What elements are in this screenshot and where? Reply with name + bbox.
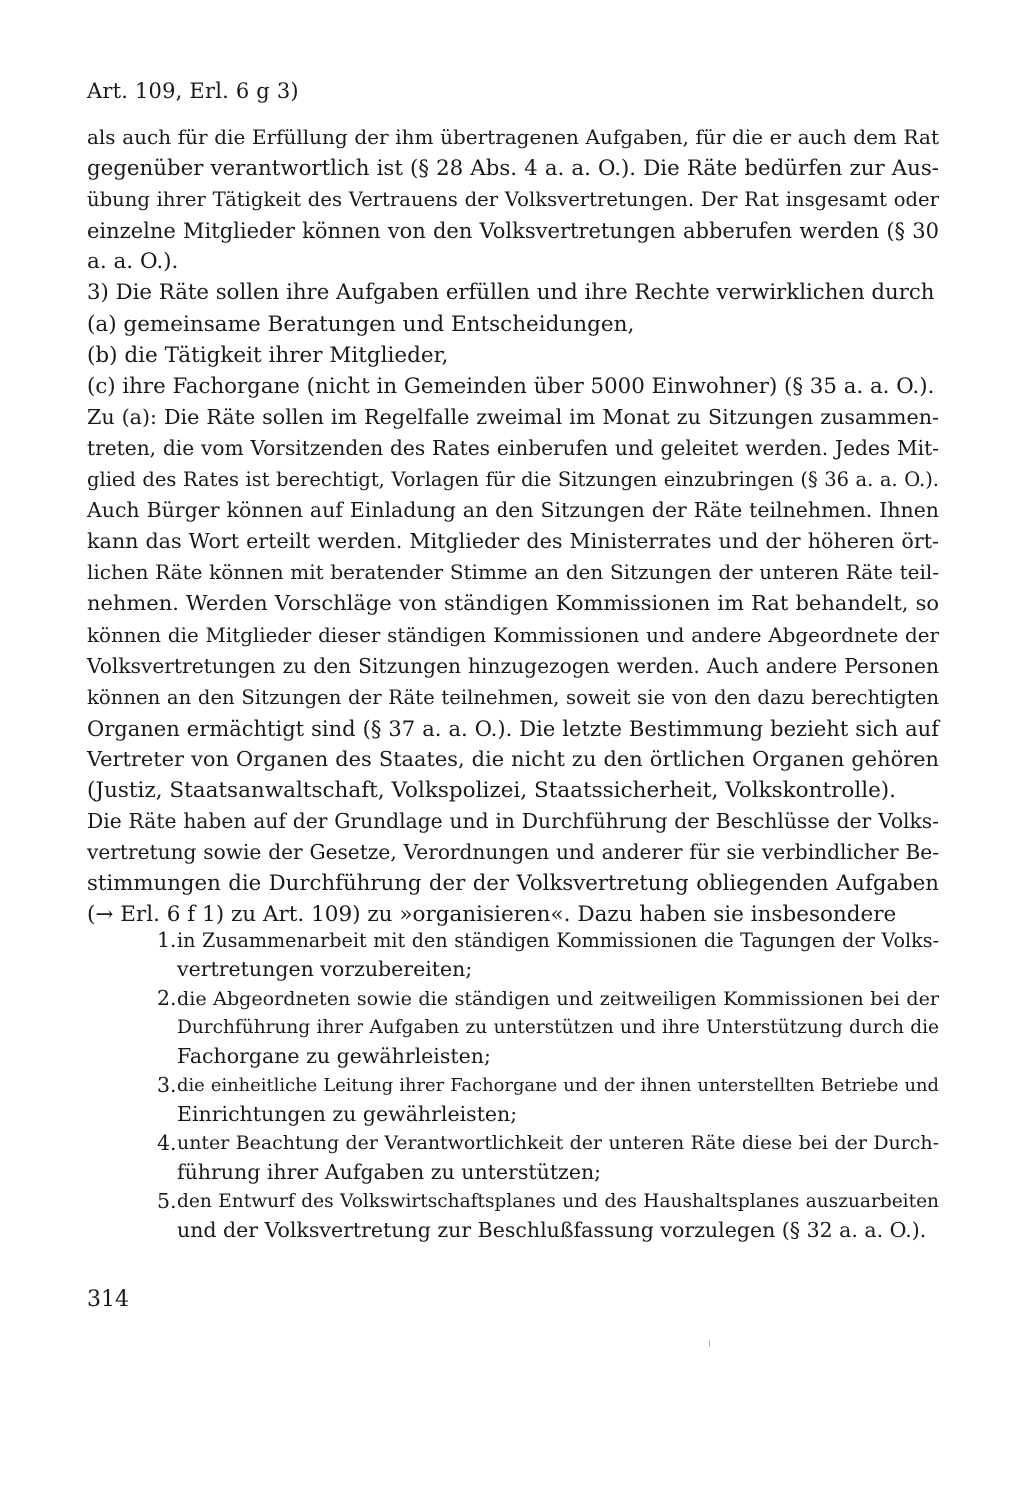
list-item (157, 926, 939, 984)
numbered-list (157, 926, 939, 1245)
text-line: kann das Wort erteilt werden. Mitglieder des Ministerrates und der höheren ört- (87, 529, 939, 554)
list-item-number: 4. (157, 1131, 177, 1155)
text-line: können die Mitglieder dieser ständigen Kommissionen und andere Abgeordnete der (87, 623, 939, 647)
text-line: 3) Die Räte sollen ihre Aufgaben erfüllen und ihre Rechte verwirklichen durch (87, 280, 935, 306)
list-item-line: Fachorgane zu gewährleisten; (177, 1044, 491, 1068)
text-line: Volksvertretungen zu den Sitzungen hinzugezogen werden. Auch andere Personen (87, 653, 939, 678)
list-item-line: in Zusammenarbeit mit den ständigen Kommissionen die Tagungen der Volks- (177, 929, 939, 952)
list-item-line: den Entwurf des Volkswirtschaftsplanes und des Haushaltsplanes auszuarbeiten (177, 1191, 939, 1212)
page-number: 314 (87, 1287, 129, 1312)
list-item-number: 5. (157, 1189, 177, 1213)
list-item-line: und der Volksvertretung zur Beschlußfassung vorzulegen (§ 32 a. a. O.). (177, 1218, 927, 1242)
list-item-line: führung ihrer Aufgaben zu unterstützen; (177, 1160, 602, 1184)
list-item-number: 2. (157, 986, 177, 1010)
text-line: können an den Sitzungen der Räte teilnehmen, soweit sie von den dazu berechtigten (87, 685, 939, 709)
list-item-line: die einheitliche Leitung ihrer Fachorgane und der ihnen unterstellten Betriebe und (177, 1075, 939, 1096)
text-line: Vertreter von Organen des Staates, die nicht zu den örtlichen Organen gehören (87, 746, 939, 771)
list-item-line: die Abgeordneten sowie die ständigen und zeitweiligen Kommissionen bei der (177, 987, 939, 1010)
text-line: glied des Rates ist berechtigt, Vorlagen für die Sitzungen einzubringen (§ 36 a. a. O.). (87, 468, 939, 492)
text-line: übung ihrer Tätigkeit des Vertrauens der Volksvertretungen. Der Rat insgesamt oder (87, 188, 939, 212)
text-line: vertretung sowie der Gesetze, Verordnungen und anderer für sie verbindlicher Be- (87, 840, 939, 865)
text-line: Auch Bürger können auf Einladung an den Sitzungen der Räte teilnehmen. Ihnen (87, 498, 939, 523)
list-item (157, 1129, 939, 1187)
text-line: treten, die vom Vorsitzenden des Rates einberufen und geleitet werden. Jedes Mit- (87, 435, 939, 460)
text-line: (c) ihre Fachorgane (nicht in Gemeinden über 5000 Einwohner) (§ 35 a. a. O.). (87, 373, 935, 399)
text-line: (b) die Tätigkeit ihrer Mitglieder, (87, 342, 449, 368)
list-item-line: Einrichtungen zu gewährleisten; (177, 1102, 518, 1126)
list-item-number: 1. (157, 928, 177, 952)
text-line: Die Räte haben auf der Grundlage und in Durchführung der Beschlüsse der Volks- (87, 809, 939, 834)
body-text (87, 122, 939, 930)
list-item (157, 1071, 939, 1129)
text-line: als auch für die Erfüllung der ihm übertragenen Aufgaben, für die er auch dem Rat (87, 125, 939, 149)
list-item (157, 1187, 939, 1245)
scan-artifact-mark (709, 1340, 710, 1347)
list-item-number: 3. (157, 1073, 177, 1097)
list-item (157, 984, 939, 1071)
text-line: (→ Erl. 6 f 1) zu Art. 109) zu »organisieren«. Dazu haben sie insbesondere (87, 902, 897, 928)
running-head: Art. 109, Erl. 6 g 3) (87, 79, 299, 103)
text-line: lichen Räte können mit beratender Stimme an den Sitzungen der unteren Räte teil- (87, 560, 939, 585)
list-item-line: Durchführung ihrer Aufgaben zu unterstützen und ihre Unterstützung durch die (177, 1017, 939, 1038)
list-item-line: unter Beachtung der Verantwortlichkeit der unteren Räte diese bei der Durch- (177, 1132, 939, 1154)
text-line: nehmen. Werden Vorschläge von ständigen Kommissionen im Rat behandelt, so (87, 591, 939, 616)
text-line: (Justiz, Staatsanwaltschaft, Volkspolizei, Staatssicherheit, Volkskontrolle). (87, 777, 897, 803)
list-item-line: vertretungen vorzubereiten; (177, 957, 473, 981)
text-line: Organen ermächtigt sind (§ 37 a. a. O.). Die letzte Bestimmung bezieht sich auf (87, 715, 939, 741)
text-line: gegenüber verantwortlich ist (§ 28 Abs. 4 a. a. O.). Die Räte bedürfen zur Aus- (87, 156, 939, 182)
text-line: a. a. O.). (87, 249, 179, 275)
text-line: (a) gemeinsame Beratungen und Entscheidungen, (87, 311, 635, 337)
text-line: Zu (a): Die Räte sollen im Regelfalle zweimal im Monat zu Sitzungen zusammen- (87, 404, 939, 429)
text-line: stimmungen die Durchführung der der Volksvertretung obliegenden Aufgaben (87, 871, 939, 897)
text-line: einzelne Mitglieder können von den Volksvertretungen abberufen werden (§ 30 (87, 218, 939, 244)
